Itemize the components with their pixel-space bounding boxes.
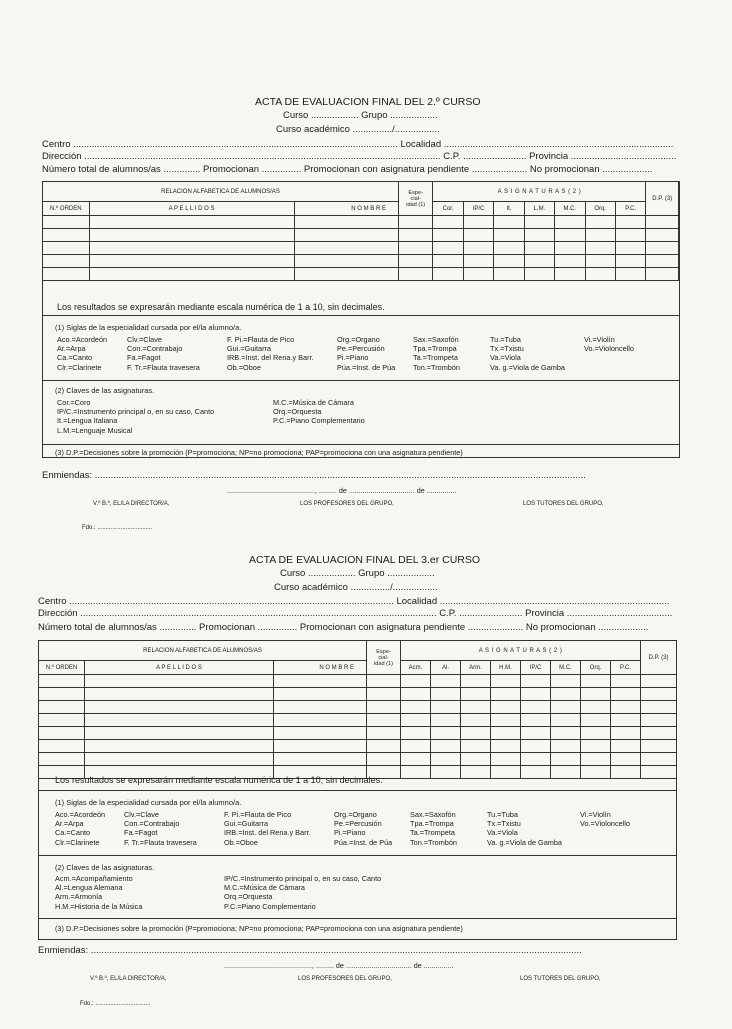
dp-header: D.P. (3): [641, 641, 677, 675]
subject-header: Arm.: [461, 661, 491, 675]
section1-legend1-col7: Vi.=Violín Vo.=Violoncello: [584, 335, 634, 354]
divider: [42, 444, 679, 445]
table-row[interactable]: [43, 242, 679, 255]
subject-header: M.C.: [551, 661, 581, 675]
section2-legend2-col1: Acm.=Acompañamiento Al.=Lengua Alemana Arm.=Armonía H.M.=Historia de la Música: [55, 874, 143, 911]
table-row[interactable]: [39, 701, 677, 714]
section2-centro-field[interactable]: Centro ........................................................................................................................... Localidad .......................................................................................: [38, 596, 670, 607]
section2-legend3: (3) D.P.=Decisiones sobre la promoción (P=promociona; NP=no promociona; PAP=promociona con una asignatura pendiente): [55, 924, 463, 933]
section1-legend1-col3: F. Pi.=Flauta de Pico Gui.=Guitarra IRB.=Inst. del Rena.y Barr. Ob.=Oboe: [227, 335, 314, 372]
asignaturas-header: A S I G N A T U R A S ( 2 ): [433, 182, 646, 202]
table-row[interactable]: [39, 675, 677, 688]
subject-header: H.M.: [491, 661, 521, 675]
section2-title: ACTA DE EVALUACION FINAL DEL 3.er CURSO: [249, 554, 481, 566]
section1-profesores: LOS PROFESORES DEL GRUPO,: [300, 501, 394, 507]
section1-legend3: (3) D.P.=Decisiones sobre la promoción (P=promociona; NP=no promociona; PAP=promociona con una asignatura pendiente): [55, 448, 463, 457]
section2-curso-academico: Curso académico .............../.................: [274, 582, 438, 593]
especialidad-header: Espe- cial- idad (1): [367, 641, 401, 675]
section2-curso-grupo: Curso .................. Grupo ..................: [280, 568, 435, 579]
section2-numero-alumnos-field[interactable]: Número total de alumnos/as .............. Promocionan ............... Promocionan con asignatura pendiente ..................... No promocionan ...................: [38, 622, 649, 633]
table-row[interactable]: [39, 753, 677, 766]
divider: [38, 918, 676, 919]
section1-legend1-col4: Org.=Organo Pe.=Percusión Pi.=Piano Púa.=Inst. de Púa: [337, 335, 396, 372]
table-row[interactable]: [43, 216, 679, 229]
section2-direccion-field[interactable]: Dirección ....................................................................................................................................... C.P. ........................ Provincia ........................................: [38, 608, 673, 619]
subject-header: It.: [494, 202, 524, 216]
section1-tutores: LOS TUTORES DEL GRUPO,: [523, 501, 604, 507]
section1-legend2-col2: M.C.=Música de Cámara Orq.=Orquesta P.C.=Piano Complementario: [273, 398, 365, 426]
table-row[interactable]: [39, 714, 677, 727]
section1-centro-field[interactable]: Centro ........................................................................................................................... Localidad .......................................................................................: [42, 139, 674, 150]
section1-legend2-title: (2) Claves de las asignaturas.: [55, 386, 155, 395]
subject-header: P.C.: [615, 202, 646, 216]
section1-title: ACTA DE EVALUACION FINAL DEL 2.º CURSO: [255, 96, 481, 108]
section1-legend1-col6: Tu.=Tuba Tx.=Txistu Va.=Viola Va. g.=Viola de Gamba: [490, 335, 565, 372]
section1-legend1-col1: Aco.=Acordeón Ar.=Arpa Ca.=Canto Clr.=Clarinete: [57, 335, 108, 372]
section2-vb-director: V.º B.º, EL/LA DIRECTOR/A,: [90, 976, 167, 982]
subject-header: Acm.: [401, 661, 431, 675]
section1-curso-academico: Curso académico .............../.................: [276, 124, 440, 135]
section2-legend1-col7: Vi.=Violín Vo.=Violoncello: [580, 810, 630, 829]
section2-profesores: LOS PROFESORES DEL GRUPO,: [298, 976, 392, 982]
subject-header: Orq.: [581, 661, 611, 675]
subject-header: L.M.: [524, 202, 554, 216]
section2-fecha-field[interactable]: ............................................, ......... de ................................. de ...............: [224, 961, 454, 970]
divider: [42, 380, 679, 381]
section2-legend1-col2: Clv.=Clave Con.=Contrabajo Fa.=Fagot F. Tr.=Flauta travesera: [124, 810, 197, 847]
section1-legend2-col1: Cor.=Coro IP/C.=Instrumento principal o, en su caso, Canto It.=Lengua Italiana L.M.=Lenguaje Musical: [57, 398, 215, 435]
table-row[interactable]: [43, 268, 679, 281]
subject-header: Al.: [431, 661, 461, 675]
apellidos-header: A P E L L I D O S: [89, 202, 294, 216]
table-row[interactable]: [39, 688, 677, 701]
divider: [38, 790, 676, 791]
section1-fecha-field[interactable]: ............................................, ......... de ................................. de ...............: [227, 486, 457, 495]
section2-legend2-title: (2) Claves de las asignaturas.: [55, 863, 155, 872]
section1-escala-note: Los resultados se expresarán mediante escala numérica de 1 a 10, sin decimales.: [57, 302, 385, 312]
table-row[interactable]: [43, 229, 679, 242]
section2-enmiendas-field[interactable]: Enmiendas: ..........................................................................................................................................................................................: [38, 945, 582, 956]
table-row[interactable]: [39, 727, 677, 740]
section1-vb-director: V.º B.º, EL/LA DIRECTOR/A,: [93, 501, 170, 507]
section1-numero-alumnos-field[interactable]: Número total de alumnos/as .............. Promocionan ............... Promocionan con asignatura pendiente ..................... No promocionan ...................: [42, 164, 653, 175]
section1-grades-table: [42, 181, 679, 281]
divider: [42, 315, 679, 316]
especialidad-header: Espe- cial- idad (1): [398, 182, 432, 216]
section1-enmiendas-field[interactable]: Enmiendas: ..........................................................................................................................................................................................: [42, 470, 586, 481]
table-row[interactable]: [43, 255, 679, 268]
section1-direccion-field[interactable]: Dirección ....................................................................................................................................... C.P. ........................ Provincia ........................................: [42, 151, 677, 162]
orden-header: N.º ORDEN: [39, 661, 85, 675]
orden-header: N.º ORDEN: [43, 202, 90, 216]
dp-header: D.P. (3): [646, 182, 679, 216]
table-row[interactable]: [39, 740, 677, 753]
section2-tutores: LOS TUTORES DEL GRUPO,: [520, 976, 601, 982]
section2-legend1-col1: Aco.=Acordeón Ar.=Arpa Ca.=Canto Clr.=Clarinete: [55, 810, 106, 847]
section2-legend1-col6: Tu.=Tuba Tx.=Txistu Va.=Viola Va. g.=Viola de Gamba: [487, 810, 562, 847]
section1-legend1-title: (1) Siglas de la especialidad cursada por el/la alumno/a.: [55, 323, 242, 332]
section1-fdo-field[interactable]: Fdo.: .................................: [82, 525, 153, 531]
nombre-header: N O M B R E: [274, 661, 367, 675]
relacion-header: RELACION ALFABETICA DE ALUMNOS/AS: [43, 182, 399, 202]
relacion-header: RELACION ALFABETICA DE ALUMNOS/AS: [39, 641, 367, 661]
subject-header: Cor.: [433, 202, 463, 216]
subject-header: P.C.: [611, 661, 641, 675]
section2-fdo-field[interactable]: Fdo.: .................................: [80, 1001, 151, 1007]
asignaturas-header: A S I G N A T U R A S ( 2 ): [401, 641, 641, 661]
section2-legend2-col2: IP/C.=Instrumento principal o, en su caso, Canto M.C.=Música de Cámara Orq.=Orquesta P.C.=Piano Complementario: [224, 874, 382, 911]
subject-header: Orq.: [585, 202, 615, 216]
section2-grades-table: [38, 640, 677, 779]
section1-curso-grupo: Curso .................. Grupo ..................: [283, 110, 438, 121]
subject-header: IP/C: [521, 661, 551, 675]
divider: [38, 855, 676, 856]
subject-header: IP/C: [463, 202, 493, 216]
section1-legend1-col2: Clv.=Clave Con.=Contrabajo Fa.=Fagot F. Tr.=Flauta travesera: [127, 335, 200, 372]
section2-legend1-col5: Sax.=Saxofón Tpa.=Trompa Ta.=Trompeta Ton.=Trombón: [410, 810, 457, 847]
section1-legend1-col5: Sax.=Saxofón Tpa.=Trompa Ta.=Trompeta Ton.=Trombón: [413, 335, 460, 372]
section2-legend1-col4: Org.=Organo Pe.=Percusión Pi.=Piano Púa.=Inst. de Púa: [334, 810, 393, 847]
section2-escala-note: Los resultados se expresarán mediante escala numérica de 1 a 10, sin decimales.: [55, 775, 383, 785]
section2-legend1-title: (1) Siglas de la especialidad cursada por el/la alumno/a.: [55, 798, 242, 807]
nombre-header: N O M B R E: [294, 202, 398, 216]
subject-header: M.C.: [555, 202, 585, 216]
apellidos-header: A P E L L I D O S: [85, 661, 274, 675]
section2-legend1-col3: F. Pi.=Flauta de Pico Gui.=Guitarra IRB.=Inst. del Rena.y Barr. Ob.=Oboe: [224, 810, 311, 847]
